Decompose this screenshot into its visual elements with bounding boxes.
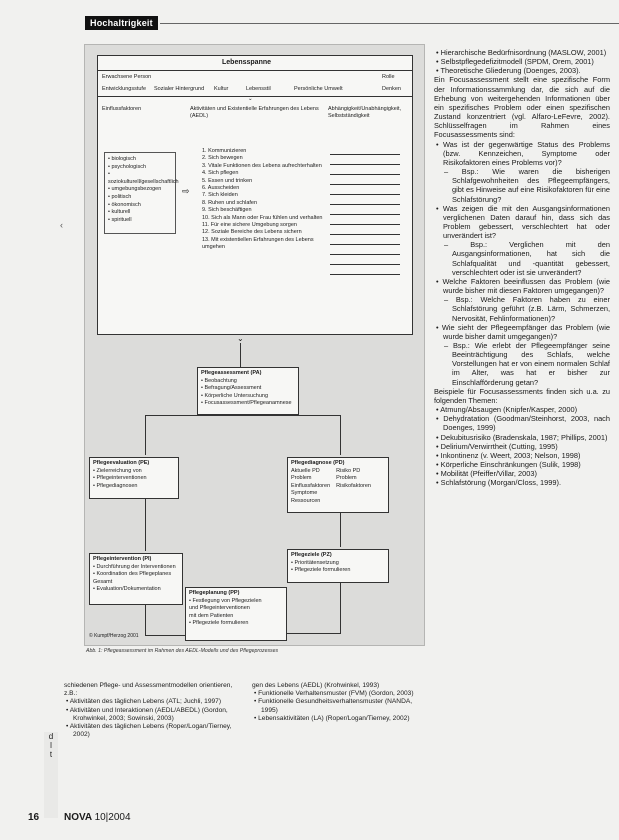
planning-item: mit dem Patienten [189,612,234,619]
intervention-item: • Koordination des Pflegeplanes [93,571,172,578]
dimension-item: Denken [382,86,401,92]
evaluation-item: • Pflegeinterventionen [93,475,147,482]
text-bullet: • Selbstpflegedefizitmodell (SPDM, Orem, 2001) [436,57,594,67]
connector [340,513,341,547]
bottom-left-column [64,682,244,739]
planning-item: • Pflegeziele formulieren [189,620,249,627]
text-bullet: • Wie sieht der Pflegeempfänger das Problem (wie wurde bisher damit umgegangen)? [436,322,610,341]
diagnosis-left-item: Problem [291,475,312,482]
side-tab-letter: t [49,750,53,759]
assessment-item: • Körperliche Untersuchung [201,392,269,399]
planning-item: und Pflegeinterventionen [189,605,250,612]
diagnosis-right-item: Problem [336,475,357,482]
right-column [434,48,610,488]
connector [285,633,341,634]
aedl-item: 4. Sich pflegen [202,170,239,177]
text-bullet: • Schlafstörung (Morgan/Closs, 1999). [436,478,562,488]
dimension-item: Kultur [214,86,229,92]
diagnosis-right-item: Risikofaktoren [336,482,371,489]
lifespan-title: Lebensspanne [222,59,272,66]
text-bullet: • Theoretische Gliederung (Doenges, 2003). [436,66,581,76]
dimension-item: Entwicklungsstufe [102,86,147,92]
col-head-dependence: Abhängigkeit/Unabhängigkeit, Selbstständigkeit [328,106,402,119]
dimension-item: Persönliche Umwelt [294,86,343,92]
assessment-item: • Beobachtung [201,377,237,384]
margin-mark: ‹ [60,220,63,230]
goals-box [287,549,389,583]
chevron-down-icon: ⌄ [237,334,244,343]
bottom-mid-column [252,682,422,723]
text-bullet: • Inkontinenz (v. Weert, 2003; Nelson, 1998) [436,450,581,460]
aedl-item: 3. Vitale Funktionen des Lebens aufrechterhalten [202,162,322,169]
connector [340,583,341,633]
row-label-role: Rolle [382,74,395,80]
influence-item: • soziokulturell/gesellschaftlich [108,171,179,185]
goals-item: • Pflegeziele formulieren [291,567,351,574]
evaluation-item: • Zielerreichung von [93,467,142,474]
assessment-item: • Focusassessment/Pflegeanamnese [201,400,292,407]
aedl-list [202,148,326,252]
figure-copyright: © Kumpf/Herzog 2001 [89,633,139,639]
side-tab-letter: d [48,732,54,741]
text-bullet: • Was ist der gegenwärtige Status des Problems (bzw. Kennzeichen, Symptome oder Risikofaktoren eines Problems vor)? [436,139,610,167]
connector [145,635,185,636]
connector [145,415,146,455]
assessment-item: • Befragung/Assessment [201,385,262,392]
diagnosis-left-item: Einflussfaktoren [291,482,331,489]
intervention-box [89,553,183,605]
header-rule [160,23,619,24]
aedl-item: 10. Sich als Mann oder Frau fühlen und verhalten [202,214,323,221]
text-bullet: • Aktivitäten und Interaktionen (AEDL/ABEDL) (Gordon, Krohwinkel, 2003; Sowinski, 2003) [66,706,228,722]
chevron-down-icon: ⌄ [248,96,253,102]
text-dash: – Bsp.: Wie erlebt der Pflegeempfänger seine Beeinträchtigung des Schlafs, welche Vorstellungen hat er von einem normalen Schlaf im Alter, was hat er bisher zur Einschlafförderung getan? [444,341,610,387]
aedl-item: 9. Sich beschäftigen [202,207,252,214]
influence-item: • umgebungsbezogen [108,186,162,193]
assessment-title: Pflegeassessment (PA) [201,370,262,376]
connector [340,415,341,455]
intervention-item: • Durchführung der Interventionen [93,563,176,570]
dim-rule [98,96,412,97]
evaluation-title: Pflegeevaluation (PE) [93,460,150,466]
dependence-scale [330,154,400,275]
section-header: Hochaltrigkeit [85,16,158,30]
diagnosis-right-item: Risiko PD [336,467,361,474]
col-head-influences: Einflussfaktoren [102,106,142,112]
aedl-item: 11. Für eine sichere Umgebung sorgen [202,222,297,229]
aedl-item: 5. Essen und trinken [202,177,253,184]
text-paragraph: gen des Lebens (AEDL) (Krohwinkel, 1993) [252,682,380,689]
connector [240,343,241,367]
aedl-item: 6. Ausscheiden [202,185,240,192]
text-dash: – Bsp.: Wie waren die bisherigen Schlafgewohnheiten des Pflegeempfängers, gibt es Hinweise auf eine Risikofaktoren für eine Schlafstörung? [444,167,610,204]
lifespan-box [97,55,413,335]
assessment-box [197,367,299,415]
page-number: 16 [28,812,40,823]
text-bullet: • Lebensaktivitäten (LA) (Roper/Logan/Tierney, 2002) [254,714,410,722]
aedl-item: 1. Kommunizieren [202,148,247,154]
aedl-item: 13. Mit existentiellen Erfahrungen des Lebens umgehen [202,236,314,251]
text-paragraph: schiedenen Pflege- und Assessmentmodellen orientieren, z.B.: [64,682,233,698]
evaluation-item: • Pflegediagnosen [93,482,138,489]
influence-item: • spirituell [108,216,132,223]
diagnosis-left-item: Ressourcen [291,497,321,504]
planning-item: • Festlegung von Pflegezielen [189,597,262,604]
text-dash: – Bsp.: Welche Faktoren haben zu einer Schlafstörung geführt (z.B. Lärm, Schmerzen, Nervosität, Fehlinformationen)? [444,295,610,323]
journal-name: NOVA 10|2004 [64,812,131,823]
goals-title: Pflegeziele (PZ) [291,552,332,558]
text-bullet: • Was zeigen die mit den Ausgangsinformationen verglichenen Daten darauf hin, dass sich das Problem gebessert, verschlechtert hat oder unverändert ist? [436,203,610,241]
side-tab [44,732,58,818]
intervention-item: • Evaluation/Dokumentation [93,586,161,593]
dimension-item: Sozialer Hintergrund [154,86,205,92]
goals-item: • Prioritätensetzung [291,559,339,566]
planning-title: Pflegeplanung (PP) [189,590,240,596]
aedl-item: 8. Ruhen und schlafen [202,199,258,206]
text-bullet: • Hierarchische Bedürfnisordnung (MASLOW, 2001) [436,48,607,57]
text-bullet: • Körperliche Einschränkungen (Sulik, 1998) [436,460,581,470]
text-bullet: • Dekubitusrisiko (Bradenskala, 1987; Phillips, 2001) [436,432,608,442]
diagnosis-title: Pflegediagnose (PD) [291,460,345,466]
figure-panel [84,44,425,646]
influence-item: • kulturell [108,209,131,216]
text-bullet: • Mobilität (Pfeiffer/Villar, 2003) [436,469,537,479]
intervention-item: Gesamt [93,578,113,585]
dimension-item: Lebensstil [246,86,271,92]
diagnosis-box [287,457,389,513]
text-bullet: • Atmung/Absaugen (Knipfer/Kasper, 2000) [436,405,578,415]
influence-item: • ökonomisch [108,201,141,208]
text-paragraph: Ein Focusassessment stellt eine spezifische Form der Informationssammlung dar, die sich auf die Erhebung von weitergehenden Informationen über ein spezifisches Problem oder einen spezifischen Zustand konzentriert (vgl. Alfaro-LeFevre, 2002). Schlüsselfragen im Rahmen eines Focusassessments sind: [434,75,610,140]
text-bullet: • Funktionelle Gesundheitsverhaltensmuster (NANDA, 1995) [254,698,413,714]
text-bullet: • Dehydratation (Goodman/Steinhorst, 2003, nach Doenges, 1999) [436,414,610,433]
aedl-item: 7. Sich kleiden [202,192,238,199]
diagnosis-left-item: Symptome [291,490,318,497]
intervention-title: Pflegeintervention (PI) [93,556,152,562]
influences-box [104,152,179,234]
side-tab-letter: l [50,741,52,750]
evaluation-box [89,457,179,499]
aedl-item: 12. Soziale Bereiche des Lebens sichern [202,229,302,236]
text-bullet: • Welche Faktoren beeinflussen das Problem (wie wurde bisher mit diesen Faktoren umgegangen)? [436,276,610,296]
influence-item: • biologisch [108,156,136,162]
figure-caption: Abb. 1: Pflegeassessment im Rahmen des AEDL-Modells und des Pflegeprozesses [86,648,279,654]
row-label-person: Erwachsene Person [102,74,152,80]
arrow-right-icon: ⇨ [182,186,190,196]
text-bullet: • Aktivitäten des täglichen Lebens (Roper/Logan/Tierney, 2002) [66,723,232,739]
text-paragraph: Beispiele für Focusassessments finden sich u.a. zu folgenden Themen: [434,386,610,405]
diagnosis-left-item: Aktuelle PD [291,467,320,474]
text-bullet: • Delirium/Verwirrtheit (Cutting, 1995) [436,441,558,451]
text-bullet: • Aktivitäten des täglichen Lebens (ATL; Juchli, 1997) [66,698,222,706]
col-head-aedl: Aktivitäten und Existentielle Erfahrungen des Lebens (AEDL) [190,106,319,119]
influence-item: • psychologisch [108,163,147,170]
aedl-item: 2. Sich bewegen [202,155,243,162]
connector [145,415,340,416]
influence-item: • politisch [108,193,132,200]
title-rule [98,70,412,71]
text-dash: – Bsp.: Verglichen mit den Ausgangsinformationen, hat sich die Schlafqualität und -quantität gebessert, verschlechtert oder ist sie unverändert? [444,240,610,277]
text-bullet: • Funktionelle Verhaltensmuster (FVM) (Gordon, 2003) [254,690,414,698]
connector [145,499,146,551]
planning-box [185,587,287,641]
connector [145,605,146,635]
